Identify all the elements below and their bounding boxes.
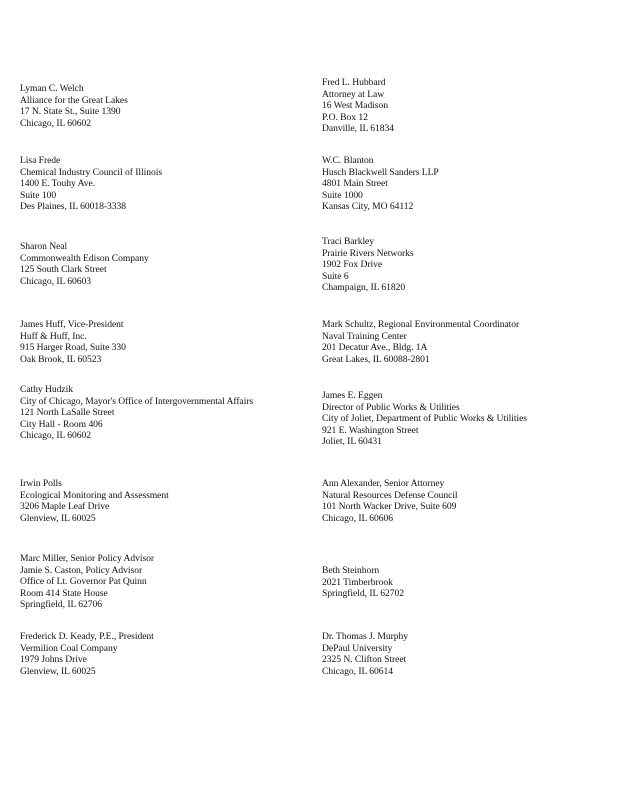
- address-line: Commonwealth Edison Company: [20, 252, 149, 264]
- address-line: Beth Steinhorn: [322, 565, 380, 576]
- address-line: Traci Barkley: [322, 236, 375, 247]
- address-line: Dr. Thomas J. Murphy: [322, 631, 408, 642]
- address-line: Sharon Neal: [20, 241, 68, 252]
- address-block-thomas-murphy: [322, 631, 408, 677]
- address-line: Chicago, IL 60602: [20, 117, 92, 129]
- address-line: 915 Harger Road, Suite 330: [20, 342, 126, 354]
- address-line: James Huff, Vice-President: [20, 319, 124, 330]
- address-line: Ecological Monitoring and Assessment: [20, 489, 169, 501]
- address-line: Huff & Huff, Inc.: [20, 330, 87, 342]
- address-line: Cathy Hudzik: [20, 384, 73, 395]
- address-line: Irwin Polls: [20, 478, 62, 489]
- address-line: Attorney at Law: [322, 88, 385, 100]
- address-block-james-eggen: [322, 390, 527, 448]
- address-line: Suite 1000: [322, 189, 363, 201]
- address-block-beth-steinhorn: [322, 565, 404, 600]
- address-line: City Hall - Room 406: [20, 418, 103, 430]
- address-line: Lisa Frede: [20, 155, 61, 166]
- address-line: 17 N. State St., Suite 1390: [20, 106, 121, 118]
- address-line: 121 North LaSalle Street: [20, 407, 115, 419]
- address-line: Champaign, IL 61820: [322, 282, 406, 294]
- address-block-wc-blanton: [322, 155, 439, 213]
- address-line: Alliance for the Great Lakes: [20, 94, 128, 106]
- address-line: P.O. Box 12: [322, 111, 368, 123]
- address-line: Chicago, IL 60614: [322, 665, 394, 677]
- address-line: City of Joliet, Department of Public Works & Utilities: [322, 413, 527, 425]
- address-line: Springfield, IL 62706: [20, 599, 102, 611]
- address-line: 4801 Main Street: [322, 178, 388, 190]
- address-line: Kansas City, MO 64112: [322, 201, 414, 213]
- address-line: 1902 Fox Drive: [322, 259, 383, 271]
- address-block-irwin-polls: [20, 478, 169, 524]
- address-line: Glenview, IL 60025: [20, 665, 96, 677]
- address-line: 201 Decatur Ave., Bldg. 1A: [322, 342, 428, 354]
- address-block-frederick-keady: [20, 631, 154, 677]
- address-line: Jamie S. Caston, Policy Advisor: [20, 564, 143, 576]
- address-block-mark-schultz: [322, 319, 519, 365]
- address-block-traci-barkley: [322, 236, 414, 294]
- address-line: Vermilion Coal Company: [20, 642, 118, 654]
- address-line: Great Lakes, IL 60088-2801: [322, 353, 430, 365]
- address-line: Chicago, IL 60606: [322, 512, 394, 524]
- address-line: Prairie Rivers Networks: [322, 247, 414, 259]
- address-line: Mark Schultz, Regional Environmental Coordinator: [322, 319, 520, 330]
- address-line: Naval Training Center: [322, 330, 407, 342]
- address-line: Chemical Industry Council of Illinois: [20, 166, 163, 178]
- address-line: 2021 Timberbrook: [322, 576, 393, 588]
- address-block-james-huff: [20, 319, 126, 365]
- address-line: Frederick D. Keady, P.E., President: [20, 631, 154, 642]
- address-line: Danville, IL 61834: [322, 123, 395, 135]
- address-line: City of Chicago, Mayor's Office of Intergovernmental Affairs: [20, 395, 254, 407]
- address-line: Ann Alexander, Senior Attorney: [322, 478, 445, 489]
- address-line: Springfield, IL 62702: [322, 588, 404, 600]
- address-block-lyman-welch: [20, 83, 128, 129]
- address-line: 3206 Maple Leaf Drive: [20, 501, 110, 513]
- address-block-sharon-neal: [20, 241, 149, 287]
- address-block-marc-miller: [20, 553, 154, 611]
- address-line: 1979 Johns Drive: [20, 654, 87, 666]
- address-line: Glenview, IL 60025: [20, 512, 96, 524]
- address-line: Des Plaines, IL 60018-3338: [20, 201, 126, 213]
- address-line: Natural Resources Defense Council: [322, 489, 458, 501]
- address-line: Fred L. Hubbard: [322, 77, 386, 88]
- address-block-cathy-hudzik: [20, 384, 253, 442]
- address-line: Suite 100: [20, 189, 57, 201]
- address-line: Lyman C. Welch: [20, 83, 84, 94]
- address-line: 101 North Wacker Drive, Suite 609: [322, 501, 457, 513]
- address-line: 2325 N. Clifton Street: [322, 654, 407, 666]
- address-line: 16 West Madison: [322, 100, 388, 112]
- address-line: Chicago, IL 60602: [20, 430, 92, 442]
- address-line: Oak Brook, IL 60523: [20, 353, 102, 365]
- address-line: Suite 6: [322, 270, 349, 282]
- address-line: 125 South Clark Street: [20, 264, 107, 276]
- address-line: Husch Blackwell Sanders LLP: [322, 166, 439, 178]
- address-line: W.C. Blanton: [322, 155, 374, 166]
- address-line: Office of Lt. Governor Pat Quinn: [20, 576, 147, 588]
- address-line: James E. Eggen: [322, 390, 383, 401]
- address-line: Joliet, IL 60431: [322, 436, 382, 448]
- address-line: Room 414 State House: [20, 587, 108, 599]
- address-line: Marc Miller, Senior Policy Advisor: [20, 553, 155, 564]
- address-line: DePaul University: [322, 642, 393, 654]
- address-line: Director of Public Works & Utilities: [322, 401, 460, 413]
- address-block-ann-alexander: [322, 478, 458, 524]
- address-block-lisa-frede: [20, 155, 162, 213]
- address-block-fred-hubbard: [322, 77, 394, 135]
- address-line: 1400 E. Touhy Ave.: [20, 178, 96, 190]
- address-line: Chicago, IL 60603: [20, 275, 92, 287]
- address-line: 921 E. Washington Street: [322, 424, 419, 436]
